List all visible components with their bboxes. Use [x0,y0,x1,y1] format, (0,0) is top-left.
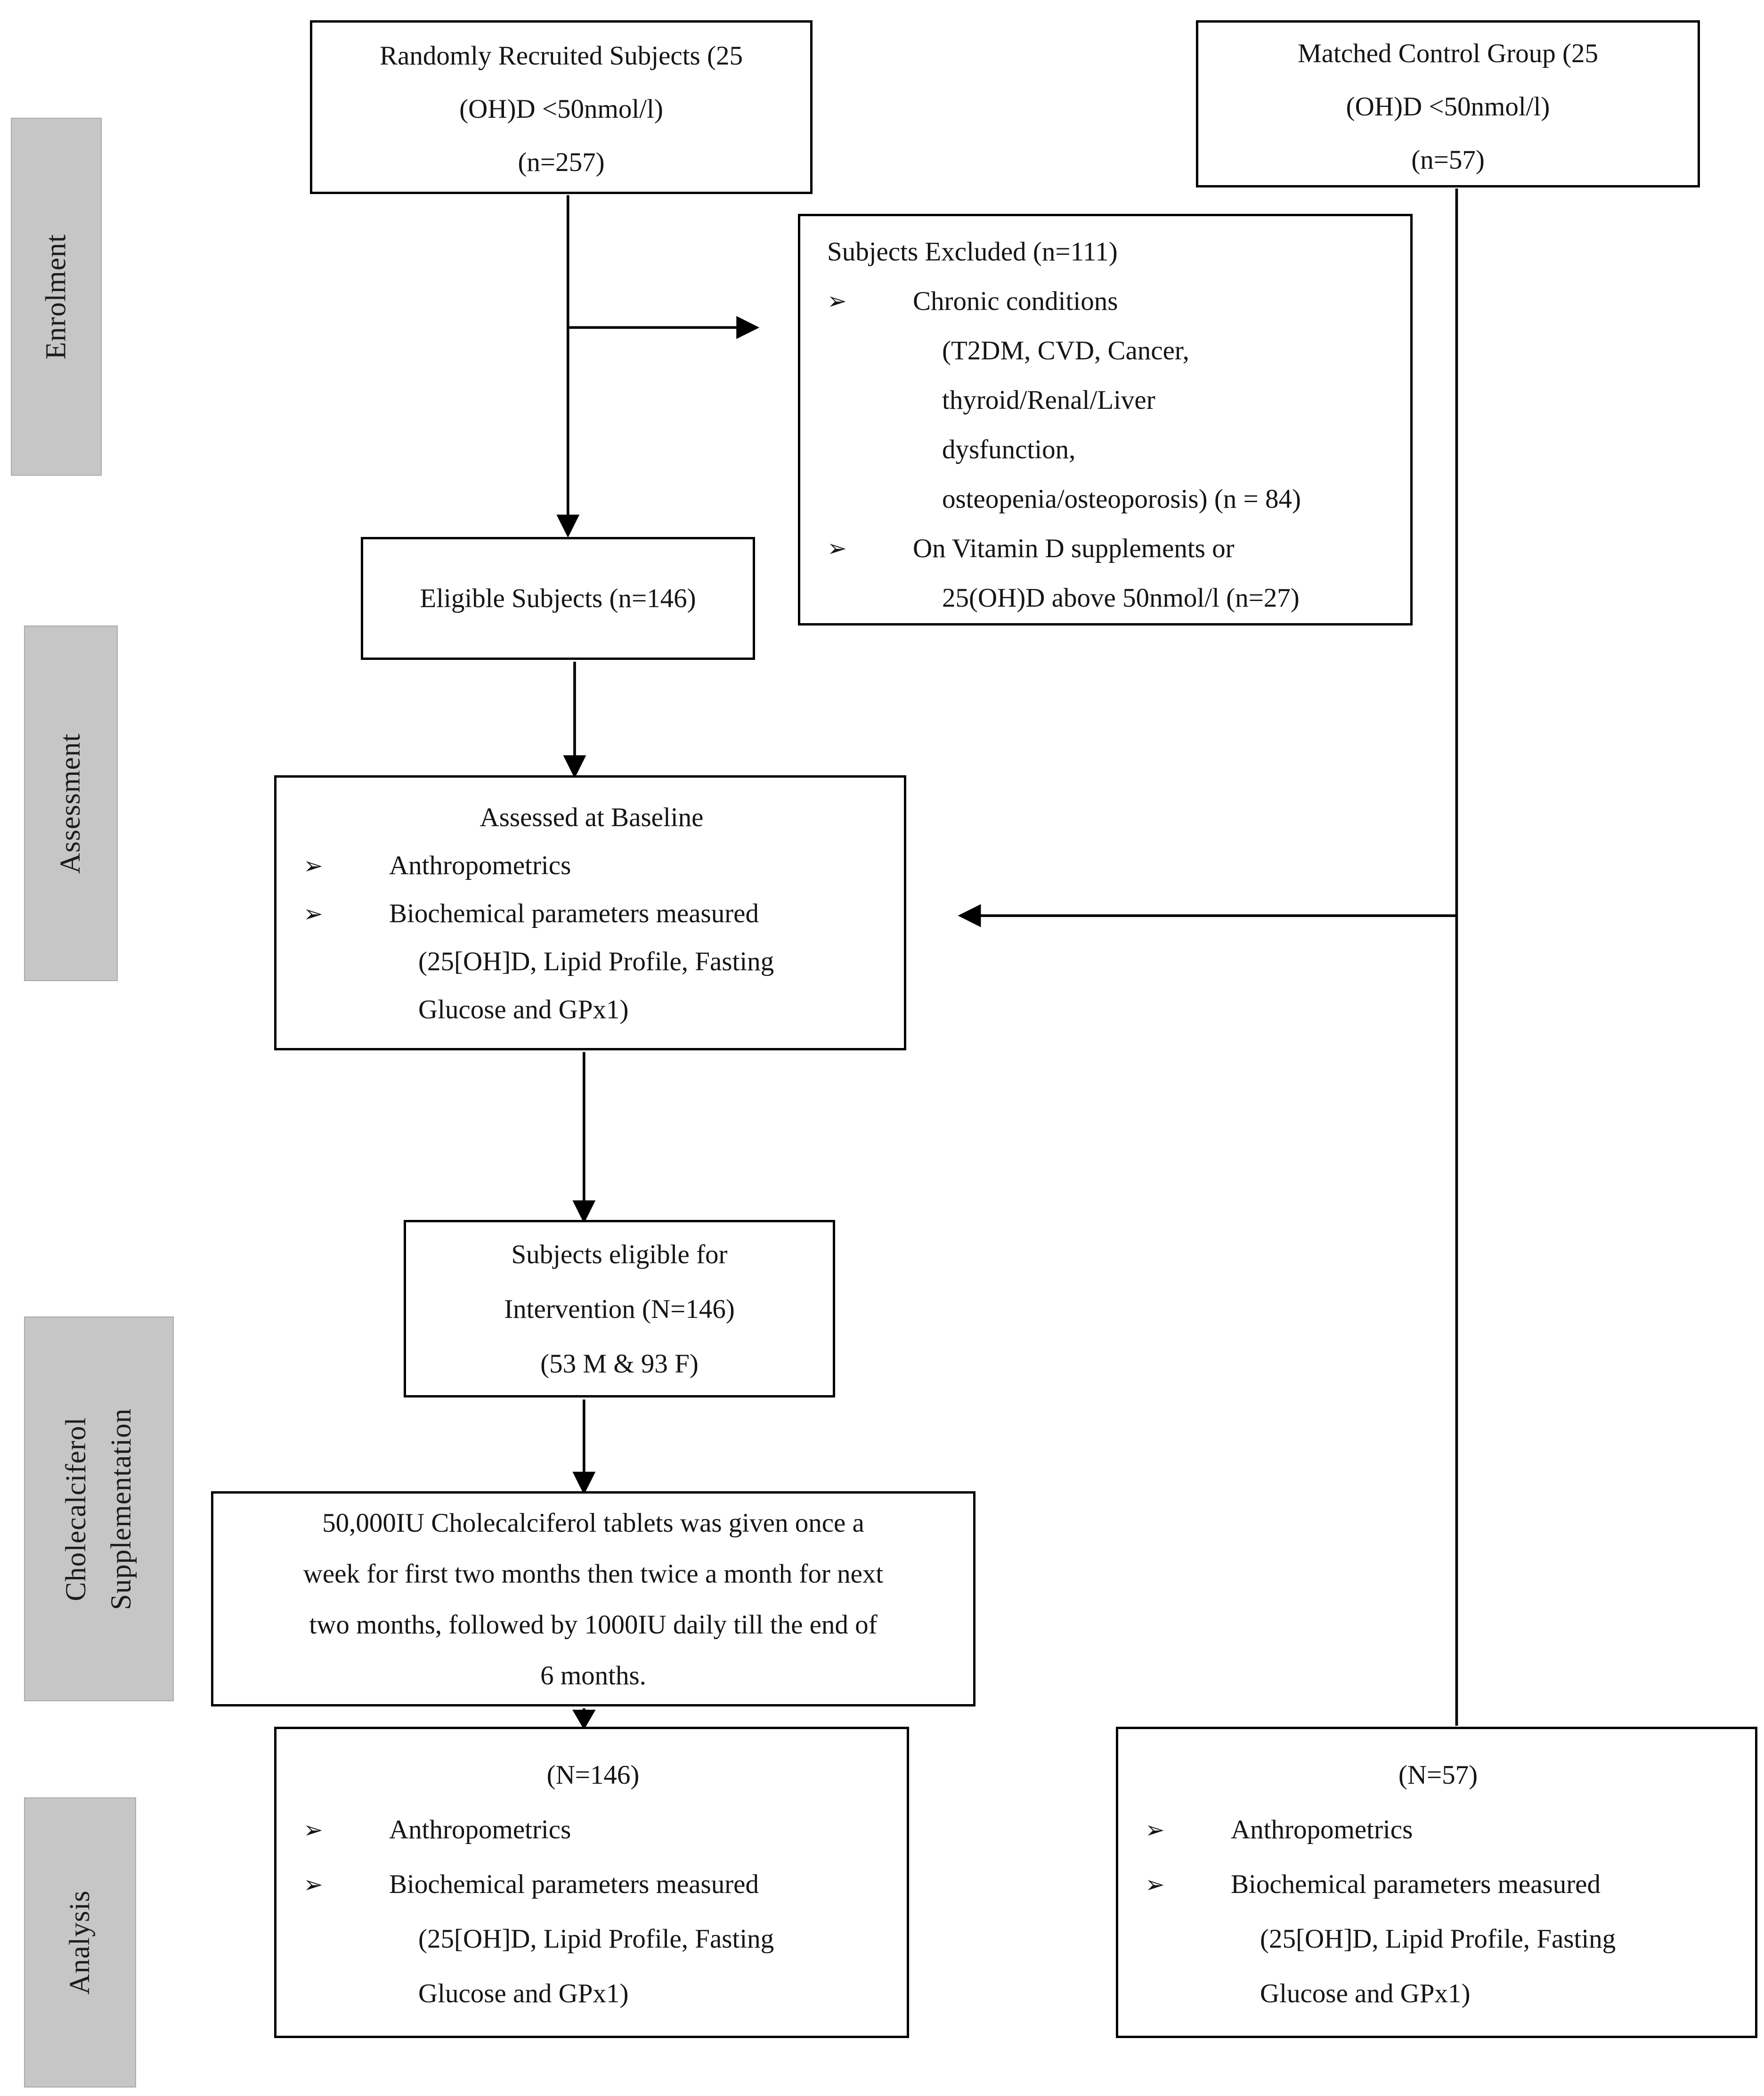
bullet-arrow-icon: ➢ [303,901,323,927]
bullet-item [1145,1857,1731,1912]
arrowhead-right-icon [738,318,756,337]
phase-label-text: Assessment [55,733,87,874]
phase-label-cholecalciferol-supplementation [24,1316,174,1701]
phase-label-text: Analysis [64,1890,96,1995]
bullet-arrow-icon: ➢ [1145,1817,1165,1843]
bullet-arrow-icon: ➢ [827,288,847,314]
bullet-text-continuation: (25[OH]D, Lipid Profile, Fasting [418,1924,774,1954]
text-line: 6 months. [540,1661,646,1690]
bullet-text: Anthropometrics [1231,1815,1413,1844]
bullet-text-continuation: (25[OH]D, Lipid Profile, Fasting [418,947,774,976]
bullet-text: Chronic conditions [913,286,1118,316]
text-line: Subjects eligible for [511,1240,728,1269]
box-heading: (N=57) [1398,1760,1478,1790]
bullet-arrow-icon: ➢ [303,1817,323,1843]
box-matched-control-group [1196,20,1700,187]
bullet-text-continuation: osteopenia/osteoporosis) (n = 84) [942,484,1301,514]
bullet-text-continuation: 25(OH)D above 50nmol/l (n=27) [942,583,1300,613]
box-heading: (N=146) [546,1760,640,1790]
arrowhead-left-icon [961,906,980,925]
bullet-text-continuation: Glucose and GPx1) [418,995,629,1024]
text-line: (n=257) [518,147,605,177]
text-line: two months, followed by 1000IU daily till the end of [309,1610,878,1640]
bullet-item [303,890,880,938]
bullet-arrow-icon: ➢ [827,535,847,561]
box-randomly-recruited-subjects [310,20,813,194]
bullet-item [827,276,1386,326]
arrowhead-down-icon [575,1202,593,1220]
bullet-text: Biochemical parameters measured [389,899,759,928]
box-subjects-excluded [798,214,1413,626]
bullet-item [303,1803,883,1857]
box-heading: Subjects Excluded (n=111) [827,237,1118,267]
arrowhead-down-icon [559,516,577,535]
bullet-text: Biochemical parameters measured [389,1869,759,1899]
text-line: Matched Control Group (25 [1298,39,1598,68]
text-line: Intervention (N=146) [504,1294,735,1324]
text-line: Randomly Recruited Subjects (25 [380,41,743,71]
phase-label-text [54,1408,144,1609]
bullet-text-continuation: (25[OH]D, Lipid Profile, Fasting [1260,1924,1616,1954]
phase-label-enrolment [11,118,102,476]
text-line: week for first two months then twice a month for next [303,1559,884,1589]
bullet-text: On Vitamin D supplements or [913,534,1235,563]
bullet-text-continuation: Glucose and GPx1) [1260,1979,1471,2008]
bullet-arrow-icon: ➢ [1145,1871,1165,1898]
arrowhead-down-icon [565,756,584,775]
bullet-item [827,524,1386,573]
text-line: Supplementation [106,1408,138,1610]
box-heading: Assessed at Baseline [480,803,704,832]
bullet-arrow-icon: ➢ [303,1871,323,1898]
bullet-text-continuation: (T2DM, CVD, Cancer, [942,336,1189,366]
bullet-text: Biochemical parameters measured [1231,1869,1601,1899]
text-line: (OH)D <50nmol/l) [459,94,663,124]
box-analysis-intervention-group [274,1727,909,2038]
text-line: (OH)D <50nmol/l) [1346,92,1550,122]
box-subjects-eligible-for-intervention [404,1220,835,1397]
box-cholecalciferol-dosing-protocol [211,1491,975,1706]
text-line: (n=57) [1411,145,1485,175]
bullet-item [303,1857,883,1912]
bullet-text-continuation: dysfunction, [942,435,1076,464]
text-line: (53 M & 93 F) [540,1349,699,1379]
box-analysis-control-group [1116,1727,1757,2038]
bullet-item [303,842,880,890]
arrowhead-down-icon [575,1711,593,1727]
text-line: Eligible Subjects (n=146) [420,584,696,613]
arrowhead-down-icon [575,1473,593,1492]
phase-label-analysis [24,1797,136,2088]
phase-label-text: Enrolment [40,234,72,360]
text-line: Cholecalciferol [60,1417,92,1601]
bullet-text: Anthropometrics [389,851,571,880]
bullet-text-continuation: thyroid/Renal/Liver [942,385,1155,415]
bullet-text: Anthropometrics [389,1815,571,1844]
text-line: 50,000IU Cholecalciferol tablets was given once a [322,1508,864,1538]
box-assessed-at-baseline [274,775,906,1050]
bullet-arrow-icon: ➢ [303,853,323,879]
bullet-text-continuation: Glucose and GPx1) [418,1979,629,2008]
bullet-item [1145,1803,1731,1857]
box-eligible-subjects [361,537,755,660]
phase-label-assessment [24,626,118,981]
